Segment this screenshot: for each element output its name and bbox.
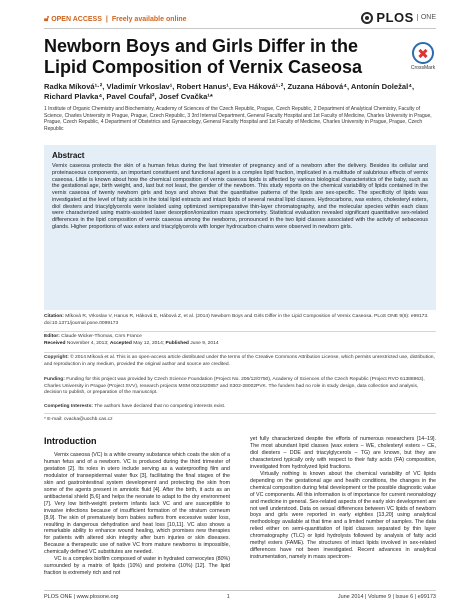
header-divider [44,28,436,29]
meta-divider-3 [44,413,436,414]
received-date: November 4, 2013; [66,340,109,346]
copyright-text: © 2014 Míková et al. This is an open-access article distributed under the terms of the Creative Commons Attribution License, which permits unrestricted use, distribution, and reproduction in any medium, provided the original author and source are credited. [44,355,435,367]
citation-line [44,314,436,327]
paragraph: Virtually nothing is known about the chemical variability of VC lipids depending on the gestational age and health conditions, the changes in the chemical composition during fetal development or the possible diagnostic value of VC components. All this information is of importance for current neonatology and medicine in general. Sex-related aspects of the early skin development are not well understood. Data on sexual differences between VC lipids of newborn boys and girls were reported in early eighties [13,20] using analytical methodology available at that time and a limited number of samples. The data relied either on semi-quantitation of lipid classes separated by thin layer chromatography (TLC) or lipid hydrolysis followed by analysis of fatty acid methyl esters (FAME). The structures of intact lipids involved in sex-related differences have not been investigated. Recent advances in analytical instrumentation, namely in mass spectrom- [250,470,436,561]
editor-dates-block [44,334,436,347]
footer-divider [44,590,436,591]
published-date: June 9, 2014 [190,340,219,346]
crossmark-badge[interactable] [408,42,438,71]
brand-suffix: ONE [417,14,436,21]
editor-name: Claude Wicker-Thomas, Cnrs France [61,334,142,339]
brand-name: PLOS [376,10,414,25]
availability-label: Freely available online [111,15,187,23]
affiliations: 1 Institute of Organic Chemistry and Biochemistry, Academy of Sciences of the Czech Republic, Prague, Czech Republic, 2 Department of Analytical Chemistry, Faculty of Science, Charles University in Prague, Prague, Czech Republic, 3 3rd Internal Department, General Faculty Hospital and 1st Faculty of Medicine, Charles University in Prague, Prague, Czech Republic, 4 Department of Obstetrics and Gynaecology, General Faculty Hospital and 1st Faculty of Medicine, Charles University in Prague, Prague, Czech Republic [44,106,432,132]
plos-logo-icon [361,12,373,24]
correspondence-email[interactable]: * E-mail: cvacka@uochb.cas.cz [44,417,113,422]
competing-label: Competing Interests: [44,404,93,409]
issue-info: June 2014 | Volume 9 | Issue 6 | e99173 [337,594,436,600]
open-lock-icon: 🔓︎ [44,14,50,23]
competing-interests-line [44,404,436,411]
paragraph: yet fully characterized despite the efforts of numerous researchers [14–19]. The most abundant lipid classes (wax esters – WE, cholesteryl esters – CE, diol diesters – DDE and triacylglycerols – TG) are known, but they are characterized typically only with respect to their fatty acids (FA) composition, investigated from hydrolyzed lipid fractions. [250,436,436,470]
editor-line [44,334,436,341]
journal-footer: PLOS ONE | www.plosone.org [44,594,119,600]
editor-label: Editor: [44,334,60,339]
open-access-label: OPEN ACCESS [51,15,102,23]
introduction-heading: Introduction [44,436,97,446]
copyright-line [44,355,436,368]
funding-line [44,377,436,397]
journal-logo[interactable] [361,10,436,25]
body-column-right [250,436,436,561]
citation-text: Míková R, Vrkoslav V, Hanus R, Háková E, Hábová Z, et al. (2014) Newborn Boys and Girls Differ in the Lipid Composition of Vernix Caseosa. PLoS ONE 9(6): e99173. doi:10.1371/journal.pone.0099173 [44,314,429,326]
meta-divider [44,331,436,332]
meta-divider-2 [44,352,436,353]
accepted-date: May 12, 2014; [133,340,165,346]
competing-text: The authors have declared that no competing interests exist. [94,404,226,409]
abstract-heading: Abstract [52,151,85,160]
copyright-label: Copyright: [44,355,69,360]
citation-block [44,314,436,327]
paragraph: Vernix caseosa (VC) is a white creamy substance which coats the skin of a human fetus and of a newborn. VC is produced during the third trimester of gestation [2]. Its roles in utero include serving as a waterproofing film and modulator of transepidermal water flux [3], facilitating the final stages of the skin and gastrointestinal system development and protecting the skin from some of the agents present in amniotic fluid [4]. After the birth, it acts as an antibacterial shield [5,6] and helps the neonate to adapt to the dry environment [7]. Very low birth-weight preterm infants lack VC and are susceptible to invasive infections because of insufficient formation of the stratum corneum [8,9]. The skin of prematurely born babies suffers from excessive water loss, resulting in dangerous dehydration and heat loss [10,11]. VC also shows a remarkable ability to enhance wound healing, which promises new therapies for patients with altered skin integrity after burn injuries or skin diseases. Because a therapeutic use of native VC from mature newborns is impossible, chemically defined VC substitutes are needed. [44,452,230,556]
dates-line [44,341,436,348]
accepted-label: Accepted [109,340,132,346]
citation-label: Citation: [44,314,64,319]
received-label: Received [44,340,66,346]
funding-label: Funding: [44,377,65,382]
article-title: Newborn Boys and Girls Differ in the Lipid Composition of Vernix Caseosa [44,36,363,77]
crossmark-icon [412,42,434,64]
body-column-left [44,452,230,577]
paragraph: VC is a complex biofilm composed of water in hydrated corneocytes (80%) surrounded by a matrix of lipids (10%) and proteins (10%) [12]. The lipid fraction is extremely rich and not [44,556,230,577]
published-label: Published [165,340,189,346]
abstract-text: Vernix caseosa protects the skin of a human fetus during the last trimester of pregnancy and of a newborn after the delivery. Besides its cellular and proteinaceous components, an important constituent and functional agent is a complex lipid fraction, implicated in a multitude of salubrious effects of vernix caseosa. Little is known about how the chemical composition of vernix caseosa lipids is affected by various biological characteristics of the baby, such as the gestational age, birth weight, and, last but not least, the gender of the newborn. This study reports on the chemical variability of lipids contained in the vernix caseosa of twenty newborn girls and boys and shows that the quantitative patterns of the lipids are sex-specific. The specificity of lipids was investigated at the level of fatty acids in the total lipid extracts and intact lipids of several neutral lipid classes. Hydrocarbons, wax esters, cholesteryl esters, diol diesters and triacylglycerols were isolated using optimized semipreparative thin-layer chromatography, and the molecular species within each class were characterized using matrix-assisted laser desorption/ionization mass spectrometry. Statistical evaluation revealed significant quantitative sex-related differences in the lipid composition of vernix caseosa among the newborns, pronounced in the two lipid classes associated with the activity of sebaceous glands. Higher proportions of wax esters and triacylglycerols with longer hydrocarbon chains were observed in newborn girls. [52,163,428,230]
separator: | [105,15,108,23]
open-access-banner [44,14,187,24]
funding-text: Funding for this project was provided by Czech Science Foundation (Project No. 206/12/0750), Academy of Sciences of the Czech Republic (Project RVO 61388963), Charles University in Prague (Project SVV), research projects MSM 0021620857 and S302-28002PVK. The funders had no role in study design, data collection and analysis, decision to publish, or preparation of the manuscript. [44,377,425,396]
abstract-box [44,145,436,310]
page-number: 1 [226,594,230,600]
page-footer [44,594,436,600]
crossmark-label: CrossMark [410,65,436,71]
author-list: Radka Míková¹·², Vladimír Vrkoslav¹, Robert Hanus¹, Eva Háková¹·², Zuzana Hábová⁴, Antonín Doležal⁴, Richard Plavka⁴, Pavel Coufal², Josef Cvačka¹* [44,82,415,101]
